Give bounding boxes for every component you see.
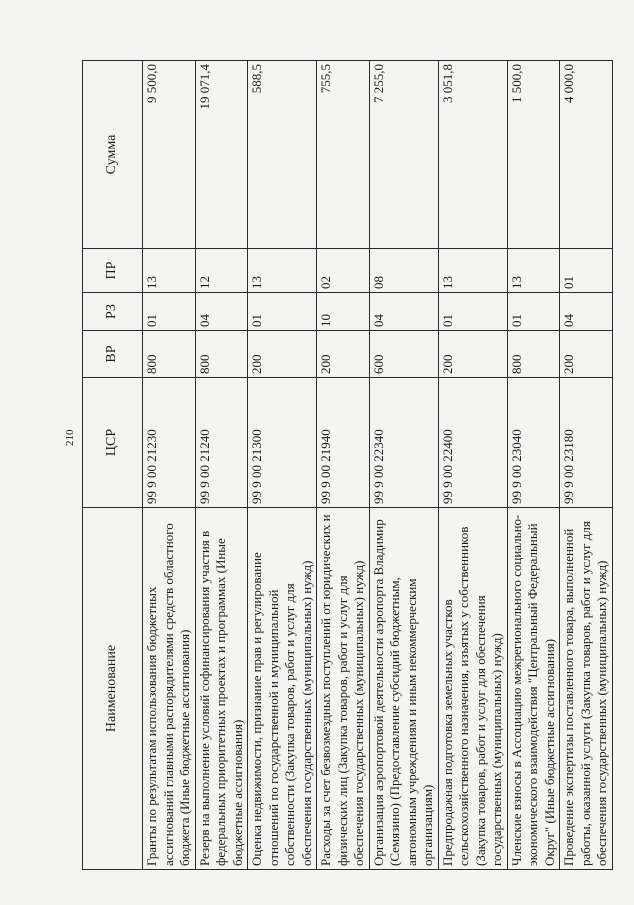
cell-csr: 99 9 00 21230 bbox=[143, 378, 196, 508]
cell-sum: 588,5 bbox=[248, 61, 317, 249]
cell-csr: 99 9 00 23040 bbox=[507, 378, 560, 508]
cell-vr: 800 bbox=[507, 331, 560, 378]
cell-rz: 01 bbox=[507, 293, 560, 331]
header-row bbox=[83, 61, 143, 870]
table-row bbox=[195, 61, 248, 870]
header-name: Наименование bbox=[83, 508, 143, 870]
cell-sum: 3 051,8 bbox=[438, 61, 507, 249]
table-row bbox=[317, 61, 370, 870]
page-number: 210 bbox=[64, 429, 76, 446]
cell-name: Проведение экспертизы поставленного товара, выполненной работы, оказанной услуги (Закупка товаров, работ и услуг для обеспечения государственных (муниципальных) нужд) bbox=[560, 508, 613, 870]
cell-rz: 04 bbox=[560, 293, 613, 331]
header-csr: ЦСР bbox=[83, 378, 143, 508]
cell-name: Членские взносы в Ассоциацию межрегионального социально-экономического взаимодействия "Центральный Федеральный Округ" (Иные бюджетные ассигнования) bbox=[507, 508, 560, 870]
cell-name: Гранты по результатам использования бюджетных ассигнований главными распорядителями средств областного бюджета (Иные бюджетные ассигнования) bbox=[143, 508, 196, 870]
cell-rz: 04 bbox=[369, 293, 438, 331]
cell-name: Резерв на выполнение условий софинансирования участия в федеральных приоритетных проектах и программах (Иные бюджетные ассигнования) bbox=[195, 508, 248, 870]
cell-sum: 19 071,4 bbox=[195, 61, 248, 249]
cell-vr: 200 bbox=[438, 331, 507, 378]
cell-pr: 13 bbox=[143, 249, 196, 293]
cell-vr: 200 bbox=[248, 331, 317, 378]
table-row bbox=[248, 61, 317, 870]
cell-csr: 99 9 00 22340 bbox=[369, 378, 438, 508]
cell-name: Расходы за счет безвозмездных поступлений от юридических и физических лиц (Закупка товаров, работ и услуг для обеспечения государственных (муниципальных) нужд) bbox=[317, 508, 370, 870]
cell-csr: 99 9 00 22400 bbox=[438, 378, 507, 508]
cell-name: Предпродажная подготовка земельных участков сельскохозяйственного назначения, изъятых у собственников (Закупка товаров, работ и услуг для обеспечения государственных (муниципальных) нужд) bbox=[438, 508, 507, 870]
cell-sum: 7 255,0 bbox=[369, 61, 438, 249]
cell-name: Организация аэропортовой деятельности аэропорта Владимир (Семязино) (Предоставление субсидий бюджетным, автономным учреждениям и иным некоммерческим организациям) bbox=[369, 508, 438, 870]
cell-vr: 800 bbox=[195, 331, 248, 378]
cell-pr: 13 bbox=[438, 249, 507, 293]
cell-sum: 9 500,0 bbox=[143, 61, 196, 249]
table-row bbox=[507, 61, 560, 870]
cell-rz: 01 bbox=[143, 293, 196, 331]
cell-csr: 99 9 00 21240 bbox=[195, 378, 248, 508]
cell-rz: 04 bbox=[195, 293, 248, 331]
table-row bbox=[438, 61, 507, 870]
cell-pr: 13 bbox=[507, 249, 560, 293]
cell-rz: 01 bbox=[438, 293, 507, 331]
cell-sum: 1 500,0 bbox=[507, 61, 560, 249]
cell-pr: 13 bbox=[248, 249, 317, 293]
cell-csr: 99 9 00 23180 bbox=[560, 378, 613, 508]
table-row bbox=[560, 61, 613, 870]
cell-sum: 4 000,0 bbox=[560, 61, 613, 249]
cell-rz: 01 bbox=[248, 293, 317, 331]
rotated-page bbox=[82, 61, 609, 870]
cell-pr: 08 bbox=[369, 249, 438, 293]
cell-vr: 200 bbox=[560, 331, 613, 378]
cell-vr: 200 bbox=[317, 331, 370, 378]
header-pr: ПР bbox=[83, 249, 143, 293]
cell-name: Оценка недвижимости, признание прав и регулирование отношений по государственной и муниципальной собственности (Закупка товаров, работ и услуг для обеспечения государственных (муниципальных) нужд) bbox=[248, 508, 317, 870]
budget-table bbox=[82, 60, 613, 870]
header-vr: ВР bbox=[83, 331, 143, 378]
header-rz: РЗ bbox=[83, 293, 143, 331]
cell-sum: 755,5 bbox=[317, 61, 370, 249]
cell-vr: 600 bbox=[369, 331, 438, 378]
cell-rz: 10 bbox=[317, 293, 370, 331]
cell-pr: 12 bbox=[195, 249, 248, 293]
cell-csr: 99 9 00 21300 bbox=[248, 378, 317, 508]
table-row bbox=[143, 61, 196, 870]
cell-pr: 02 bbox=[317, 249, 370, 293]
cell-pr: 01 bbox=[560, 249, 613, 293]
cell-vr: 800 bbox=[143, 331, 196, 378]
table-row bbox=[369, 61, 438, 870]
header-sum: Сумма bbox=[83, 61, 143, 249]
cell-csr: 99 9 00 21940 bbox=[317, 378, 370, 508]
